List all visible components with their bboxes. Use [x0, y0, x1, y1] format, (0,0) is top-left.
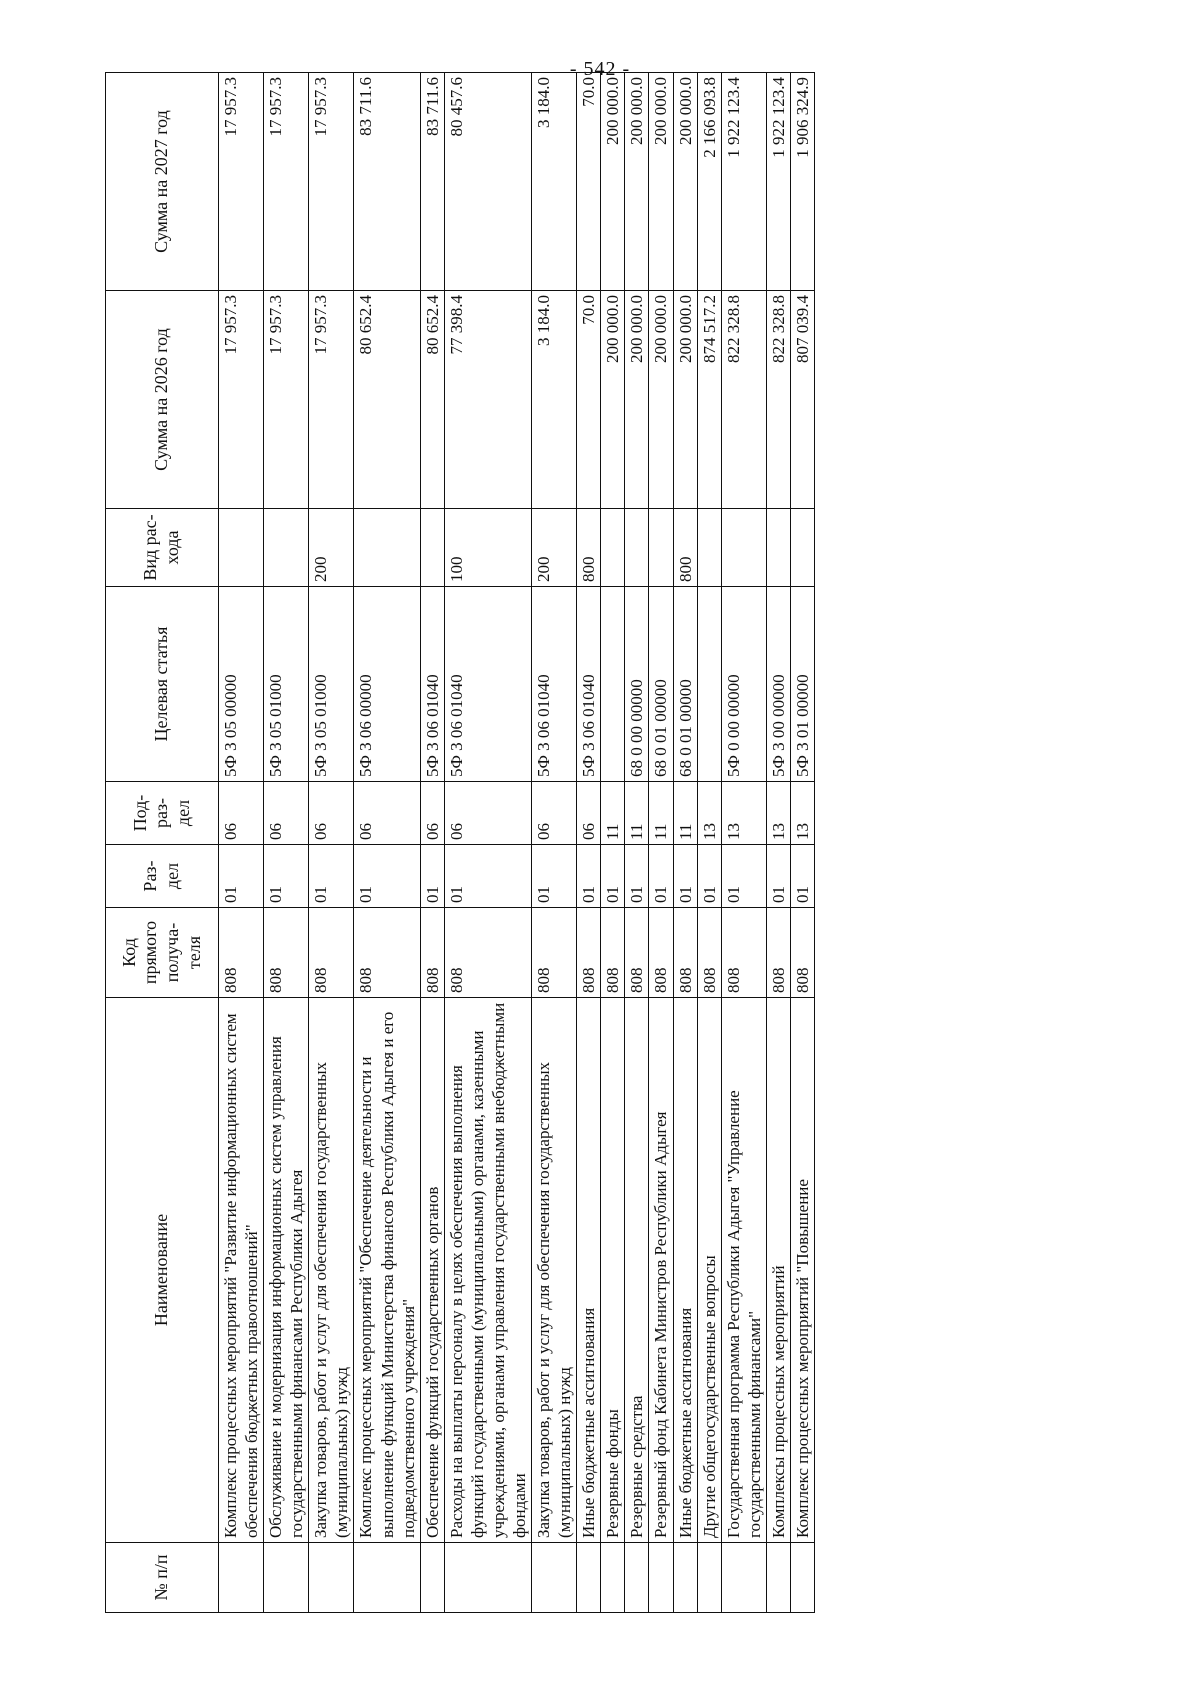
cell-section: 01: [309, 845, 354, 908]
cell-subsection: 06: [354, 782, 420, 845]
cell-target: 5Ф 3 06 01040: [577, 587, 601, 782]
page-number: - 542 -: [569, 58, 631, 80]
table-row: [420, 73, 444, 1613]
cell-name: Резервные фонды: [601, 998, 625, 1543]
table-row: [649, 73, 673, 1613]
cell-name: Обеспечение функций государственных органов: [420, 998, 444, 1543]
cell-no: [673, 1543, 697, 1613]
cell-recipient: 808: [721, 908, 766, 998]
cell-kind: [601, 509, 625, 587]
cell-kind: [697, 509, 721, 587]
cell-name: Расходы на выплаты персоналу в целях обеспечения выполнения функций государственными (муниципальными) органами, казенными учреждениями, органами управления государственными внебюджетными фондами: [444, 998, 531, 1543]
cell-sum-2027: 200 000.0: [649, 73, 673, 291]
cell-name: Иные бюджетные ассигнования: [673, 998, 697, 1543]
table-row: [673, 73, 697, 1613]
cell-target: 5Ф 3 05 01000: [309, 587, 354, 782]
cell-sum-2027: 17 957.3: [309, 73, 354, 291]
cell-sum-2026: 822 328.8: [766, 291, 790, 509]
cell-section: 01: [264, 845, 309, 908]
header-no: № п/п: [106, 1543, 219, 1613]
header-target: Целевая статья: [106, 587, 219, 782]
cell-subsection: 11: [601, 782, 625, 845]
cell-kind: [420, 509, 444, 587]
cell-sum-2026: 200 000.0: [673, 291, 697, 509]
cell-target: 68 0 00 00000: [625, 587, 649, 782]
cell-subsection: 13: [721, 782, 766, 845]
cell-target: 5Ф 0 00 00000: [721, 587, 766, 782]
cell-kind: 100: [444, 509, 531, 587]
cell-recipient: 808: [444, 908, 531, 998]
cell-sum-2027: 200 000.0: [625, 73, 649, 291]
header-recipient: Код прямого получа-теля: [106, 908, 219, 998]
cell-recipient: 808: [309, 908, 354, 998]
cell-section: 01: [625, 845, 649, 908]
table-row: [354, 73, 420, 1613]
table-row: [766, 73, 790, 1613]
cell-sum-2027: 1 922 123.4: [766, 73, 790, 291]
cell-recipient: 808: [532, 908, 577, 998]
cell-recipient: 808: [420, 908, 444, 998]
cell-no: [444, 1543, 531, 1613]
cell-recipient: 808: [601, 908, 625, 998]
cell-subsection: 13: [790, 782, 814, 845]
cell-no: [264, 1543, 309, 1613]
cell-no: [309, 1543, 354, 1613]
table-row: [532, 73, 577, 1613]
cell-sum-2026: 70.0: [577, 291, 601, 509]
rotated-table-wrapper: [105, 73, 1115, 1613]
cell-no: [721, 1543, 766, 1613]
cell-subsection: 06: [309, 782, 354, 845]
header-subsection: Под-раз-дел: [106, 782, 219, 845]
budget-table: [105, 72, 815, 1613]
cell-recipient: 808: [354, 908, 420, 998]
cell-sum-2026: 17 957.3: [309, 291, 354, 509]
cell-kind: 200: [532, 509, 577, 587]
cell-sum-2026: 3 184.0: [532, 291, 577, 509]
cell-no: [697, 1543, 721, 1613]
cell-sum-2027: 3 184.0: [532, 73, 577, 291]
cell-sum-2027: 17 957.3: [219, 73, 264, 291]
cell-recipient: 808: [264, 908, 309, 998]
cell-sum-2027: 70.0: [577, 73, 601, 291]
cell-no: [790, 1543, 814, 1613]
cell-section: 01: [577, 845, 601, 908]
cell-sum-2026: 17 957.3: [264, 291, 309, 509]
header-sum-2027: Сумма на 2027 год: [106, 73, 219, 291]
cell-no: [354, 1543, 420, 1613]
cell-kind: 800: [577, 509, 601, 587]
table-row: [697, 73, 721, 1613]
cell-target: 5Ф 3 05 00000: [219, 587, 264, 782]
cell-kind: [219, 509, 264, 587]
cell-sum-2026: 80 652.4: [420, 291, 444, 509]
cell-section: 01: [790, 845, 814, 908]
cell-no: [577, 1543, 601, 1613]
cell-no: [649, 1543, 673, 1613]
cell-section: 01: [721, 845, 766, 908]
cell-section: 01: [354, 845, 420, 908]
cell-subsection: 06: [420, 782, 444, 845]
table-row: [790, 73, 814, 1613]
cell-kind: [625, 509, 649, 587]
cell-name: Комплекс процессных мероприятий "Развитие информационных систем обеспечения бюджетных правоотношений": [219, 998, 264, 1543]
cell-target: 5Ф 3 06 01040: [532, 587, 577, 782]
cell-no: [219, 1543, 264, 1613]
cell-name: Закупка товаров, работ и услуг для обеспечения государственных (муниципальных) нужд: [532, 998, 577, 1543]
cell-sum-2026: 874 517.2: [697, 291, 721, 509]
cell-subsection: 06: [219, 782, 264, 845]
cell-no: [420, 1543, 444, 1613]
cell-sum-2027: 1 906 324.9: [790, 73, 814, 291]
cell-target: 5Ф 3 05 01000: [264, 587, 309, 782]
cell-target: 68 0 01 00000: [673, 587, 697, 782]
cell-subsection: 06: [577, 782, 601, 845]
cell-name: Другие общегосударственные вопросы: [697, 998, 721, 1543]
cell-name: Комплекс процессных мероприятий "Повышение: [790, 998, 814, 1543]
cell-target: 5Ф 3 00 00000: [766, 587, 790, 782]
cell-sum-2027: 83 711.6: [354, 73, 420, 291]
table-row: [219, 73, 264, 1613]
cell-sum-2027: 17 957.3: [264, 73, 309, 291]
cell-subsection: 13: [766, 782, 790, 845]
cell-kind: 200: [309, 509, 354, 587]
cell-section: 01: [219, 845, 264, 908]
cell-kind: [649, 509, 673, 587]
cell-kind: [721, 509, 766, 587]
table-row: [309, 73, 354, 1613]
cell-section: 01: [673, 845, 697, 908]
cell-sum-2026: 200 000.0: [649, 291, 673, 509]
cell-subsection: 06: [444, 782, 531, 845]
cell-sum-2026: 822 328.8: [721, 291, 766, 509]
cell-target: 5Ф 3 06 01040: [444, 587, 531, 782]
cell-section: 01: [420, 845, 444, 908]
cell-section: 01: [532, 845, 577, 908]
table-row: [721, 73, 766, 1613]
cell-no: [766, 1543, 790, 1613]
cell-no: [532, 1543, 577, 1613]
cell-sum-2027: 1 922 123.4: [721, 73, 766, 291]
cell-sum-2027: 2 166 093.8: [697, 73, 721, 291]
cell-name: Иные бюджетные ассигнования: [577, 998, 601, 1543]
cell-sum-2026: 80 652.4: [354, 291, 420, 509]
cell-recipient: 808: [673, 908, 697, 998]
cell-sum-2026: 200 000.0: [601, 291, 625, 509]
table-row: [577, 73, 601, 1613]
cell-name: Резервные средства: [625, 998, 649, 1543]
cell-section: 01: [766, 845, 790, 908]
table-body: [219, 73, 815, 1613]
cell-subsection: 13: [697, 782, 721, 845]
cell-section: 01: [444, 845, 531, 908]
cell-recipient: 808: [649, 908, 673, 998]
header-kind: Вид рас-хода: [106, 509, 219, 587]
cell-target: 5Ф 3 06 00000: [354, 587, 420, 782]
cell-no: [601, 1543, 625, 1613]
cell-subsection: 11: [625, 782, 649, 845]
cell-name: Государственная программа Республики Адыгея "Управление государственными финансами": [721, 998, 766, 1543]
cell-target: 5Ф 3 01 00000: [790, 587, 814, 782]
cell-recipient: 808: [625, 908, 649, 998]
cell-name: Резервный фонд Кабинета Министров Республики Адыгея: [649, 998, 673, 1543]
table-row: [601, 73, 625, 1613]
cell-recipient: 808: [766, 908, 790, 998]
cell-sum-2026: 807 039.4: [790, 291, 814, 509]
cell-subsection: 06: [532, 782, 577, 845]
cell-section: 01: [649, 845, 673, 908]
cell-sum-2027: 80 457.6: [444, 73, 531, 291]
cell-no: [625, 1543, 649, 1613]
cell-subsection: 06: [264, 782, 309, 845]
cell-kind: [264, 509, 309, 587]
cell-name: Закупка товаров, работ и услуг для обеспечения государственных (муниципальных) нужд: [309, 998, 354, 1543]
cell-name: Комплексы процессных мероприятий: [766, 998, 790, 1543]
table-row: [625, 73, 649, 1613]
cell-sum-2027: 83 711.6: [420, 73, 444, 291]
cell-sum-2027: 200 000.0: [601, 73, 625, 291]
cell-kind: [354, 509, 420, 587]
cell-target: 5Ф 3 06 01040: [420, 587, 444, 782]
cell-subsection: 11: [649, 782, 673, 845]
table-row: [264, 73, 309, 1613]
header-sum-2026: Сумма на 2026 год: [106, 291, 219, 509]
cell-sum-2026: 200 000.0: [625, 291, 649, 509]
cell-sum-2026: 17 957.3: [219, 291, 264, 509]
cell-target: [697, 587, 721, 782]
cell-sum-2026: 77 398.4: [444, 291, 531, 509]
cell-section: 01: [601, 845, 625, 908]
table-row: [444, 73, 531, 1613]
cell-subsection: 11: [673, 782, 697, 845]
header-section: Раз-дел: [106, 845, 219, 908]
cell-target: 68 0 01 00000: [649, 587, 673, 782]
cell-recipient: 808: [219, 908, 264, 998]
cell-name: Комплекс процессных мероприятий "Обеспечение деятельности и выполнение функций Министерства финансов Республики Адыгея и его подведомственного учреждения": [354, 998, 420, 1543]
header-name: Наименование: [106, 998, 219, 1543]
cell-recipient: 808: [697, 908, 721, 998]
table-header: [106, 73, 219, 1613]
cell-recipient: 808: [577, 908, 601, 998]
cell-target: [601, 587, 625, 782]
cell-section: 01: [697, 845, 721, 908]
cell-name: Обслуживание и модернизация информационных систем управления государственными финансами Республики Адыгея: [264, 998, 309, 1543]
cell-kind: [790, 509, 814, 587]
cell-recipient: 808: [790, 908, 814, 998]
cell-sum-2027: 200 000.0: [673, 73, 697, 291]
cell-kind: 800: [673, 509, 697, 587]
cell-kind: [766, 509, 790, 587]
